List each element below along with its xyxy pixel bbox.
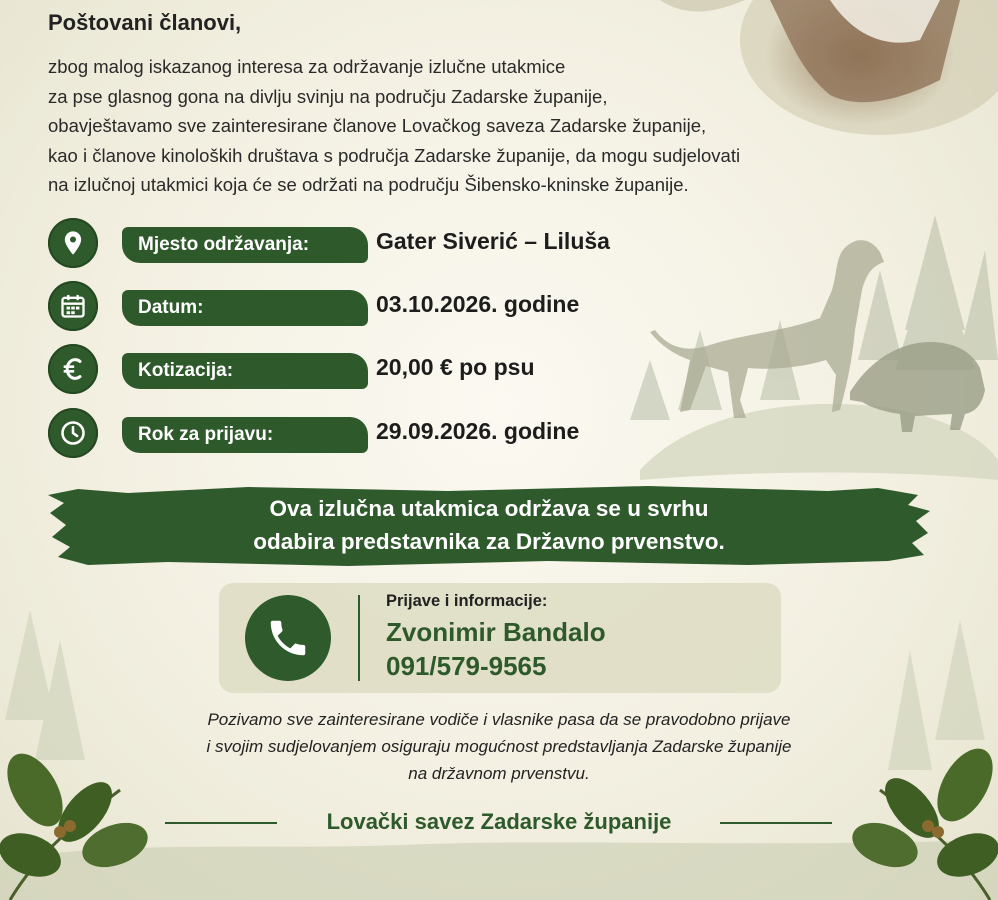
banner-line: odabira predstavnika za Državno prvenstvo. [253,529,725,554]
intro-line: zbog malog iskazanog interesa za održavanje izlučne utakmice [48,56,566,77]
signature-line-right [720,822,832,824]
info-value: Gater Siverić – Liluša [376,228,610,254]
info-value: 20,00 € po psu [376,354,535,380]
closing-paragraph [100,706,898,787]
signature-text: Lovački savez Zadarske županije [326,809,672,834]
info-row-date [48,281,748,333]
info-value: 29.09.2026. godine [376,418,580,444]
euro-icon [48,344,98,394]
contact-title: Prijave i informacije: [386,592,548,610]
info-row-fee [48,344,748,396]
calendar-icon [48,281,98,331]
banner-line: Ova izlučna utakmica održava se u svrhu [269,496,709,521]
info-row-location [48,218,748,270]
info-row-deadline [48,408,748,460]
closing-line: Pozivamo sve zainteresirane vodiče i vlasnike pasa da se pravodobno prijave [207,710,791,729]
contact-card [219,583,781,693]
intro-line: kao i članove kinoloških društava s područja Zadarske županije, da mogu sudjelovati [48,144,741,166]
info-label: Mjesto održavanja: [122,227,368,263]
contact-divider [358,595,360,681]
intro-line: na izlučnoj utakmici koja će se održati na području Šibensko-kninske županije. [48,174,689,195]
contact-phone-number[interactable]: 091/579-9565 [386,651,547,681]
intro-paragraph [48,52,908,200]
intro-line: obavještavamo sve zainteresirane članove Lovačkog saveza Zadarske županije, [48,115,707,136]
greeting-heading: Poštovani članovi, [48,10,242,35]
location-pin-icon [48,218,98,268]
closing-line: na državnom prvenstvu. [408,764,590,783]
info-label: Datum: [122,290,368,326]
intro-line: za pse glasnog gona na divlju svinju na području Zadarske županije, [48,85,608,107]
info-label: Rok za prijavu: [122,417,368,453]
clock-icon [48,408,98,458]
signature [0,805,998,839]
signature-line-left [165,822,277,824]
contact-name: Zvonimir Bandalo [386,617,606,647]
purpose-banner [48,485,930,567]
closing-line: i svojim sudjelovanjem osiguraju mogućnost predstavljanja Zadarske županije [206,737,792,756]
phone-icon[interactable] [245,595,331,681]
info-value: 03.10.2026. godine [376,291,580,317]
banner-text [48,492,930,558]
info-label: Kotizacija: [122,353,368,389]
